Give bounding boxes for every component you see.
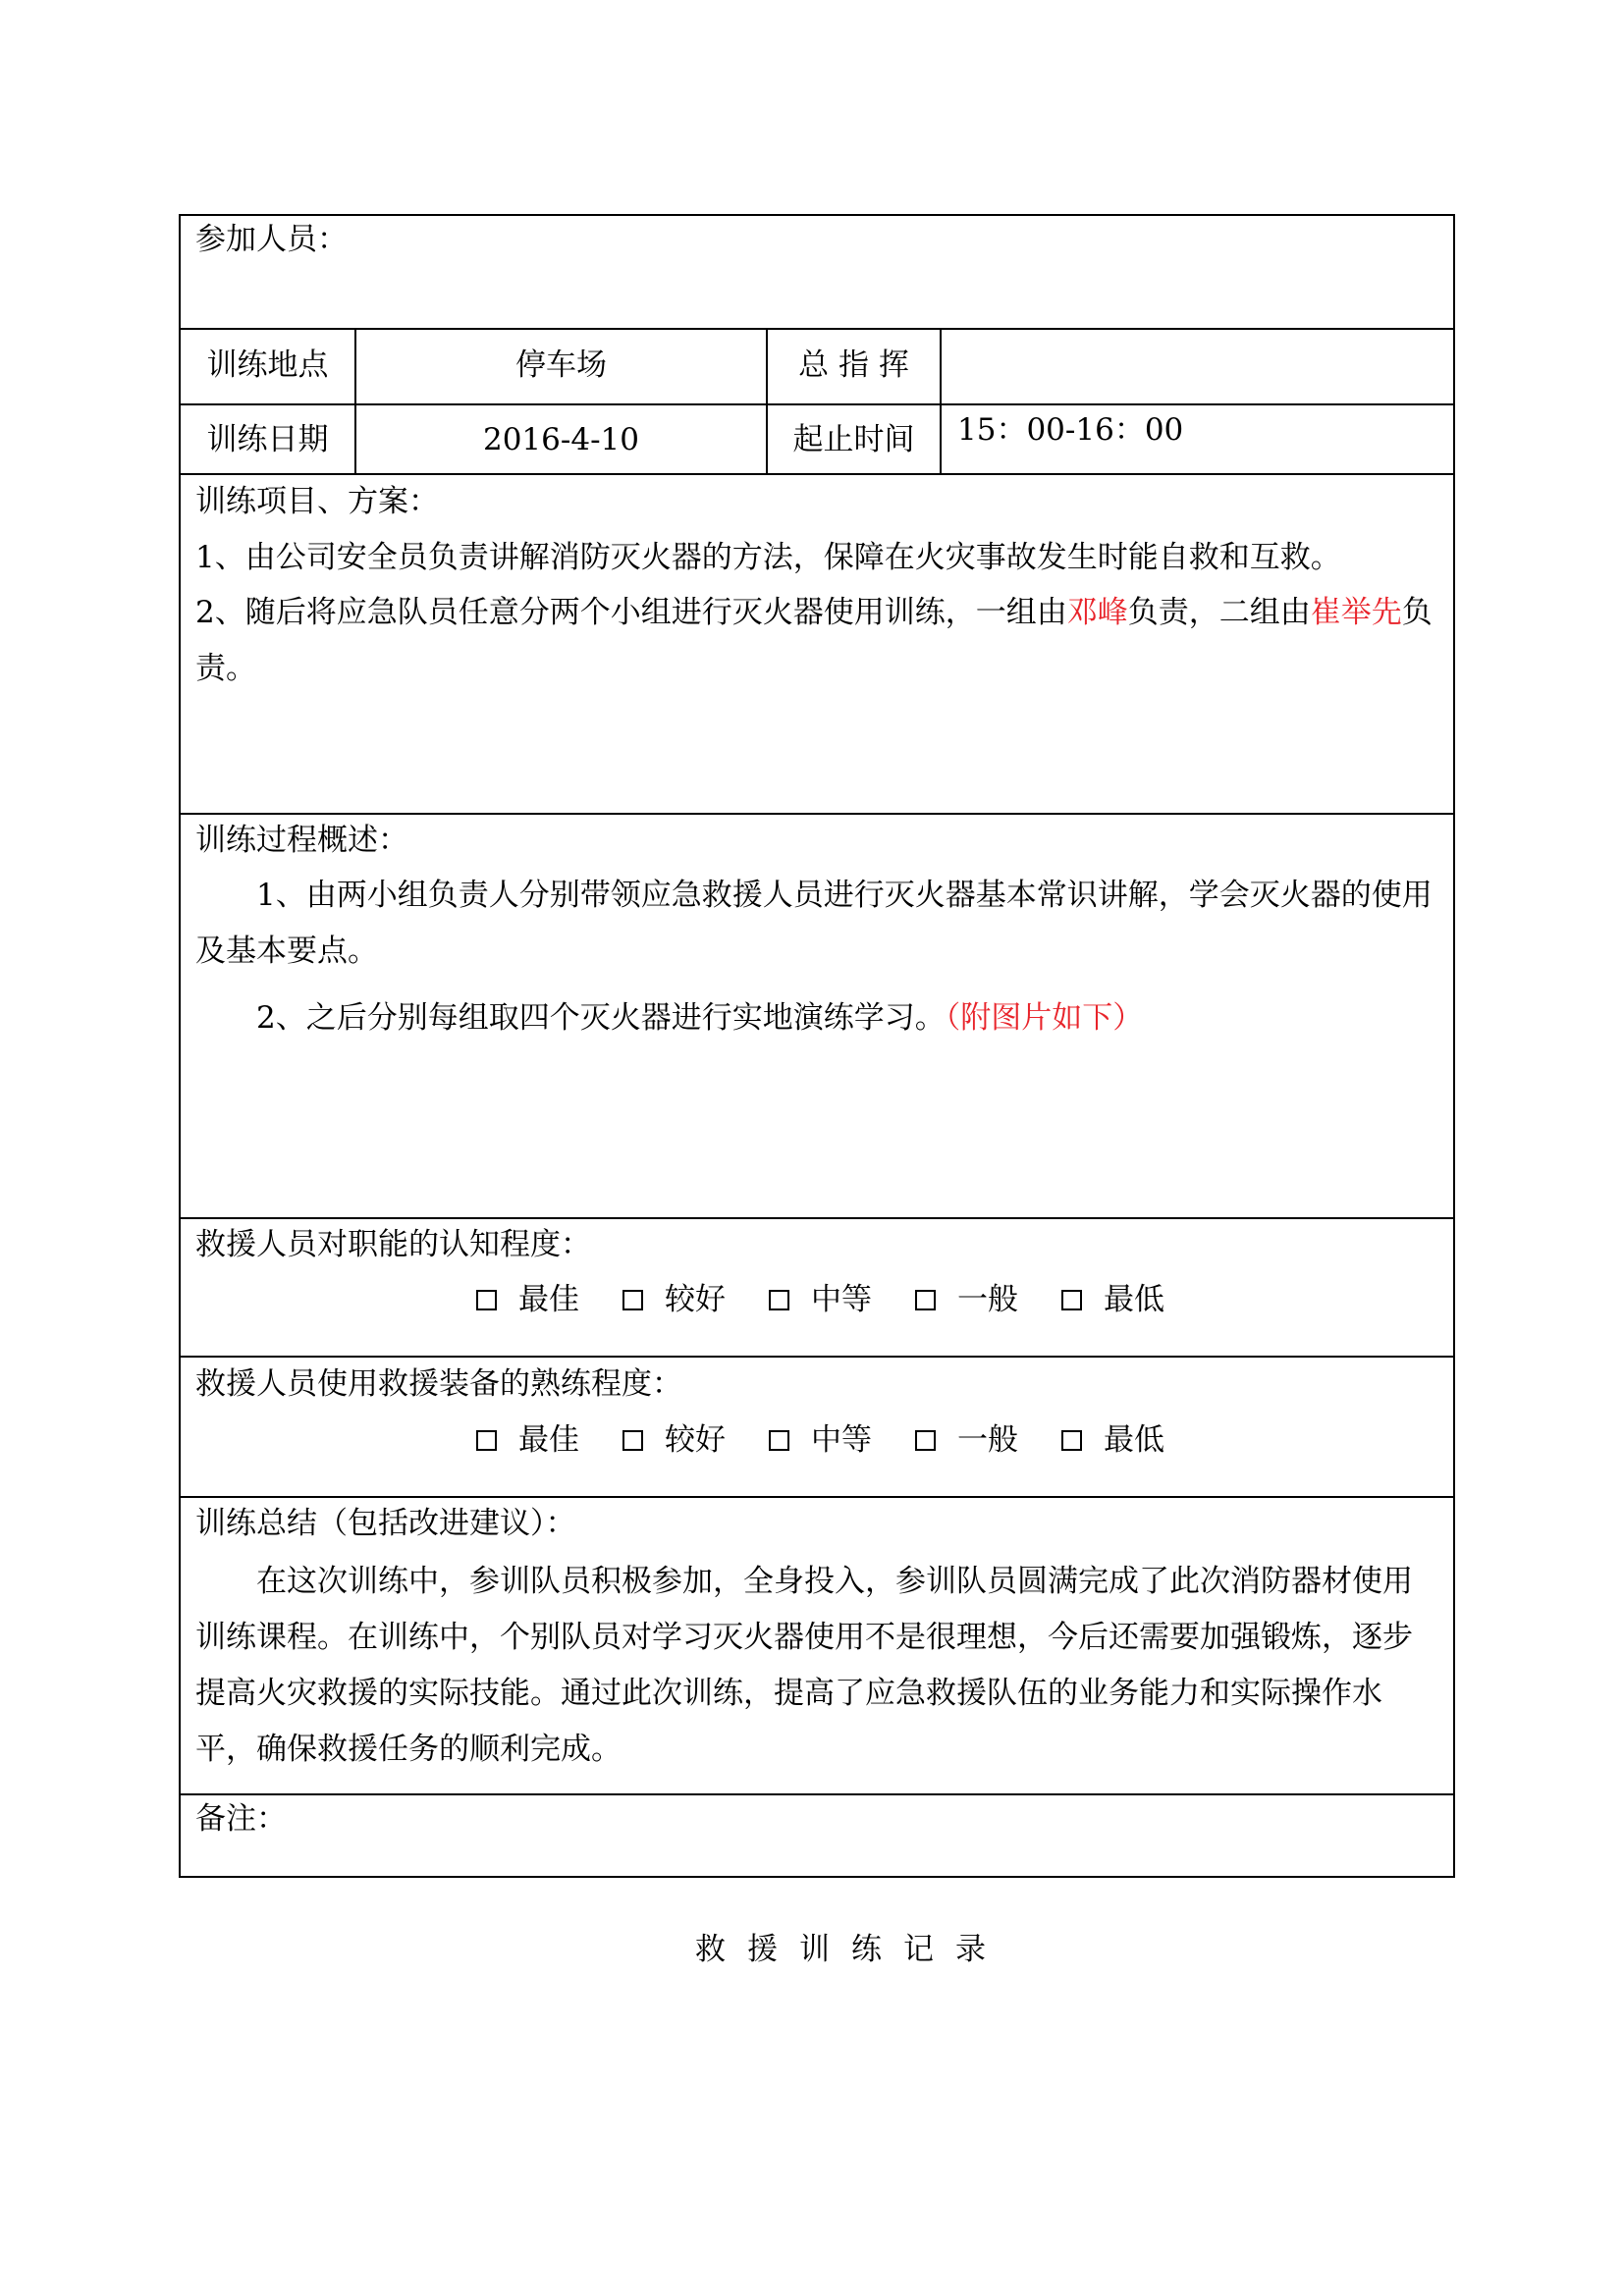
date-label: 训练日期 [206,422,329,457]
proficiency-option-best[interactable]: 最佳 [476,1418,579,1462]
checkbox-icon[interactable] [622,1290,643,1310]
process-item2-note: （附图片如下） [945,1000,1144,1036]
location-value: 停车场 [515,347,607,383]
time-value: 15：00-16：00 [957,412,1184,448]
summary-text: 在这次训练中，参训队员积极参加，全身投入，参训队员圆满完成了此次消防器材使用训练课程。在训练中，个别队员对学习灭火器使用不是很理想，今后还需要加强锻炼，逐步提高火灾救援的实际技能。通过此次训练，提高了应急救援队伍的业务能力和实际操作水平，确保救援任务的顺利完成。 [195,1564,1413,1767]
table-border-bottom [179,1876,1455,1878]
cognition-option-medium[interactable]: 中等 [769,1278,872,1321]
proficiency-option-medium[interactable]: 中等 [769,1418,872,1462]
proficiency-option-lowest[interactable]: 最低 [1061,1418,1164,1462]
row-divider [179,1793,1455,1795]
row-divider [179,328,1455,330]
cognition-rating [476,1278,1164,1321]
cognition-option-lowest[interactable]: 最低 [1061,1278,1164,1321]
row-divider [179,813,1455,815]
plan-line2-text-a: 2、随后将应急队员任意分两个小组进行灭火器使用训练，一组由 [195,595,1067,630]
participants-label: 参加人员： [195,222,348,257]
table-border-top [179,214,1455,216]
row-divider [179,1356,1455,1358]
time-label: 起止时间 [792,422,915,457]
table-border-right [1453,214,1455,1878]
table-border-left [179,214,181,1878]
proficiency-rating [476,1418,1164,1462]
date-value: 2016-4-10 [482,422,639,457]
checkbox-icon[interactable] [769,1290,789,1310]
process-item2 [256,996,1143,1040]
checkbox-icon[interactable] [1061,1430,1082,1451]
row-divider [179,403,1455,405]
cognition-label: 救援人员对职能的认知程度： [195,1227,591,1262]
group2-leader-part1: 崔 [1310,595,1341,630]
row-divider [179,1217,1455,1219]
checkbox-icon[interactable] [915,1430,936,1451]
commander-label: 总 指 挥 [798,347,909,383]
group1-leader: 邓峰 [1066,595,1128,630]
process-item1: 1、由两小组负责人分别带领应急救援人员进行灭火器基本常识讲解，学会灭火器的使用及基本要点。 [195,878,1433,969]
proficiency-label: 救援人员使用救援装备的熟练程度： [195,1366,682,1402]
checkbox-icon[interactable] [476,1290,497,1310]
checkbox-icon[interactable] [622,1430,643,1451]
checkbox-icon[interactable] [915,1290,936,1310]
plan-line2-text-c: 负责。 [195,595,1433,686]
row-divider [179,1496,1455,1498]
process-label: 训练过程概述： [195,823,408,858]
plan-line2-text-b: 负责，二组由 [1127,595,1311,630]
location-label: 训练地点 [206,347,329,383]
plan-label: 训练项目、方案： [195,484,439,519]
cognition-option-best[interactable]: 最佳 [476,1278,579,1321]
plan-line2 [195,585,1442,697]
process-item2-text: 2、之后分别每组取四个灭火器进行实地演练学习。 [256,1000,946,1036]
checkbox-icon[interactable] [1061,1290,1082,1310]
plan-line1: 1、由公司安全员负责讲解消防灭火器的方法，保障在火灾事故发生时能自救和互救。 [195,540,1341,575]
checkbox-icon[interactable] [476,1430,497,1451]
cognition-option-good[interactable]: 较好 [622,1278,726,1321]
proficiency-option-good[interactable]: 较好 [622,1418,726,1462]
group2-leader-part2: 举先 [1340,595,1402,630]
summary-label: 训练总结（包括改进建议）： [195,1506,576,1541]
document-title: 救援训练记录 [695,1932,1007,1967]
row-divider [179,473,1455,475]
proficiency-option-average[interactable]: 一般 [915,1418,1018,1462]
cognition-option-average[interactable]: 一般 [915,1278,1018,1321]
checkbox-icon[interactable] [769,1430,789,1451]
remarks-label: 备注： [195,1801,287,1837]
col-divider [940,328,942,475]
